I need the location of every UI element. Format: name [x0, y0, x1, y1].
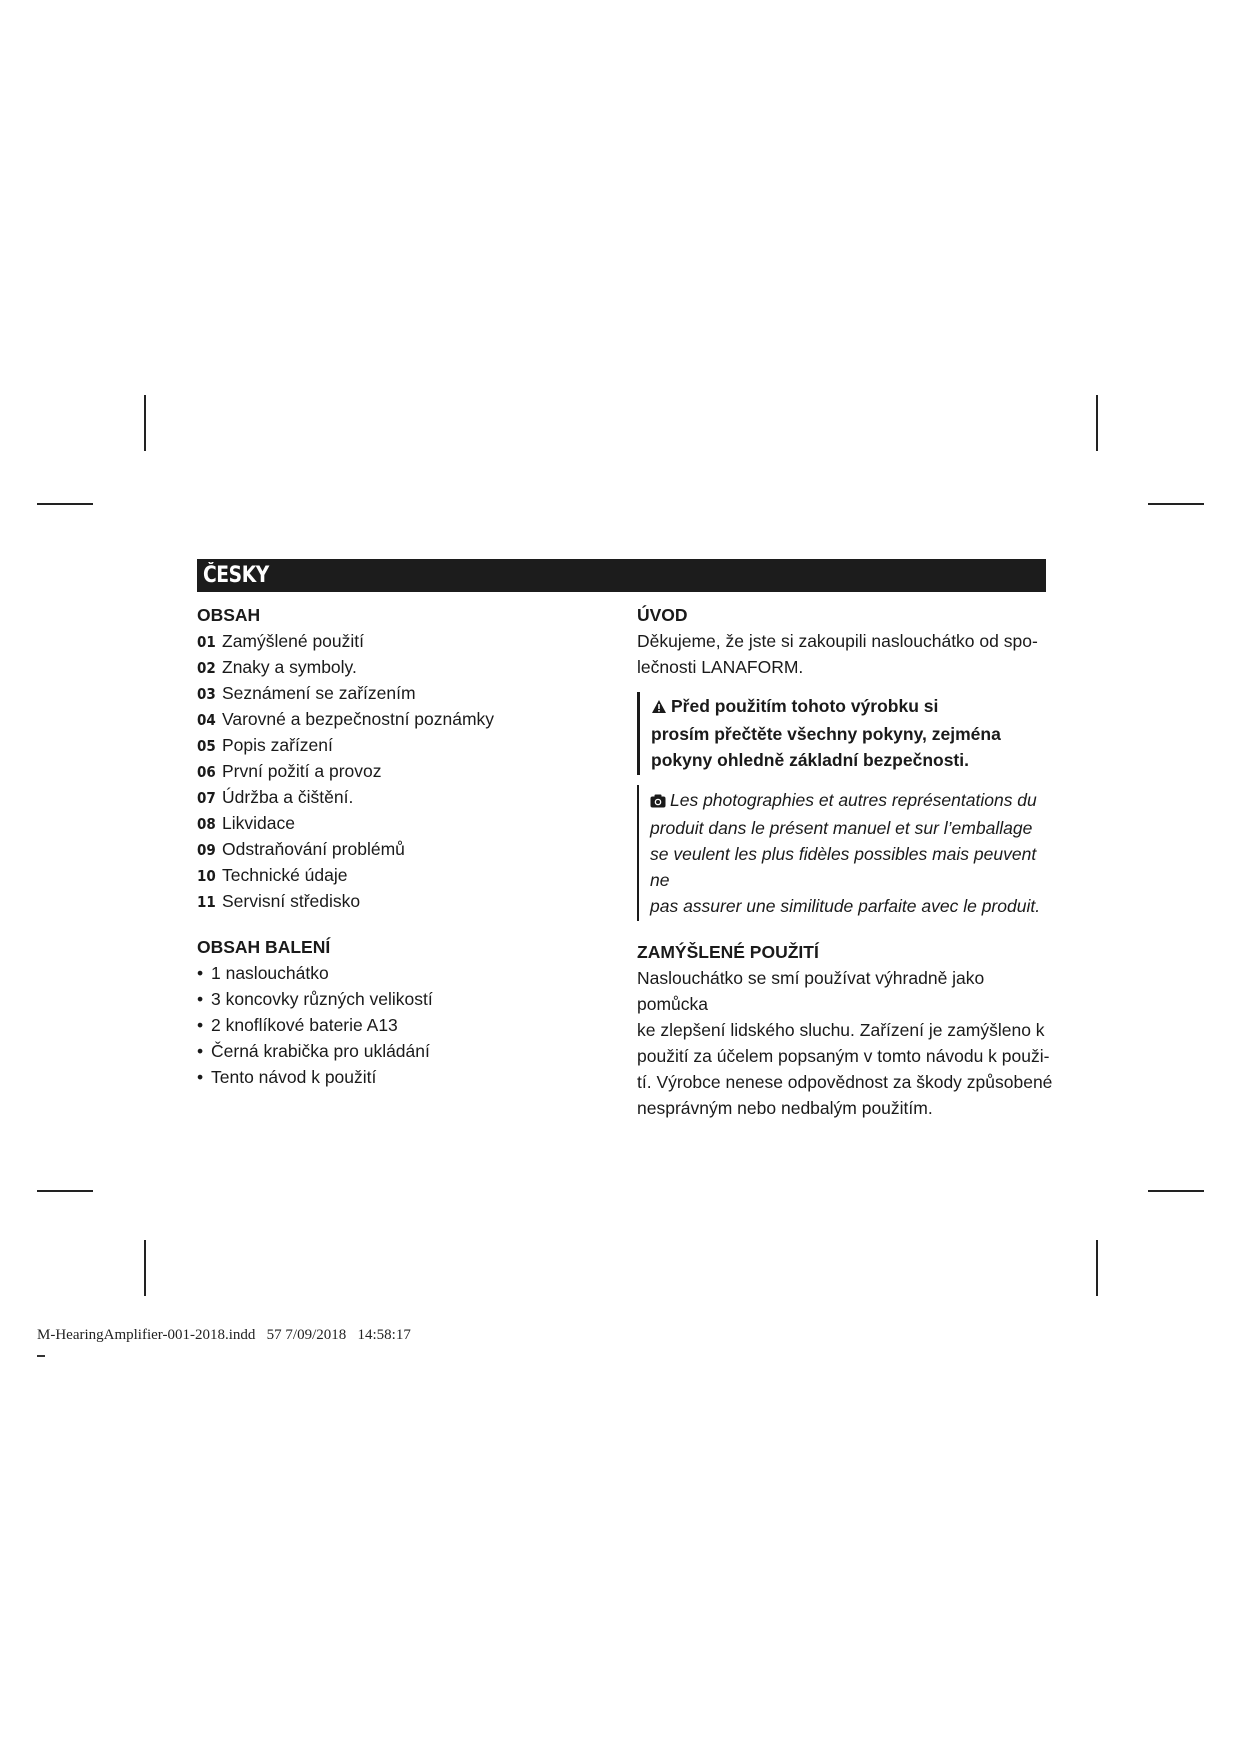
- list-item: • Černá krabička pro ukládání: [197, 1041, 430, 1061]
- toc-item: 02 Znaky a symboly.: [197, 657, 357, 677]
- intended-use-title: ZAMÝŠLENÉ POUŽITÍ: [637, 942, 819, 962]
- crop-mark: [1148, 503, 1204, 505]
- warning-note: Před použitím tohoto výrobku si prosím přečtěte všechny pokyny, zejména pokyny ohledně základní bezpečnosti.: [637, 692, 1057, 775]
- toc-item: 05 Popis zařízení: [197, 735, 333, 755]
- package-title: OBSAH BALENÍ: [197, 937, 331, 957]
- toc-item: 01 Zamýšlené použití: [197, 631, 365, 651]
- toc-title: OBSAH: [197, 605, 261, 625]
- toc-item: 07 Údržba a čištění.: [197, 787, 354, 807]
- toc-item: 10 Technické údaje: [197, 865, 348, 885]
- intro-text: Děkujeme, že jste si zakoupili naslouchátko od spo- lečnosti LANAFORM.: [637, 631, 1038, 677]
- intended-use-text: Naslouchátko se smí používat výhradně jako pomůcka ke zlepšení lidského sluchu. Zařízení je zamýšleno k použití za účelem popsaným v tomto návodu k použi- tí. Výrobce nenese odpovědnost za škody způsobené nesprávným nebo nedbalým použitím.: [637, 968, 1053, 1118]
- crop-mark: [1148, 1190, 1204, 1192]
- crop-mark: [1096, 395, 1098, 451]
- right-column: [637, 602, 1057, 1121]
- crop-mark: [37, 503, 93, 505]
- footer-dash: [37, 1355, 45, 1357]
- toc-item: 08 Likvidace: [197, 813, 295, 833]
- crop-mark: [1096, 1240, 1098, 1296]
- warning-triangle-icon: [651, 695, 667, 721]
- intro-title: ÚVOD: [637, 605, 688, 625]
- toc-item: 11 Servisní středisko: [197, 891, 361, 911]
- toc-item: 09 Odstraňování problémů: [197, 839, 405, 859]
- list-item: • Tento návod k použití: [197, 1067, 377, 1087]
- toc-list: [197, 628, 597, 914]
- photo-disclaimer: Les photographies et autres représentations du produit dans le présent manuel et sur l’emballage se veulent les plus fidèles possibles mais peuvent ne pas assurer une similitude parfaite avec le produit.: [637, 785, 1057, 921]
- toc-item: 04 Varovné a bezpečnostní poznámky: [197, 709, 495, 729]
- crop-mark: [144, 395, 146, 451]
- language-header: ČESKY: [197, 559, 1046, 592]
- camera-icon: [650, 789, 666, 815]
- left-column: [197, 602, 597, 1090]
- list-item: • 2 knoflíkové baterie A13: [197, 1015, 398, 1035]
- crop-mark: [144, 1240, 146, 1296]
- crop-mark: [37, 1190, 93, 1192]
- list-item: • 1 naslouchátko: [197, 963, 329, 983]
- package-list: [197, 960, 597, 1090]
- print-footer: M-HearingAmplifier-001-2018.indd 57 7/09/2018 14:58:17: [37, 1327, 411, 1343]
- toc-item: 03 Seznámení se zařízením: [197, 683, 416, 703]
- list-item: • 3 koncovky různých velikostí: [197, 989, 433, 1009]
- toc-item: 06 První požití a provoz: [197, 761, 382, 781]
